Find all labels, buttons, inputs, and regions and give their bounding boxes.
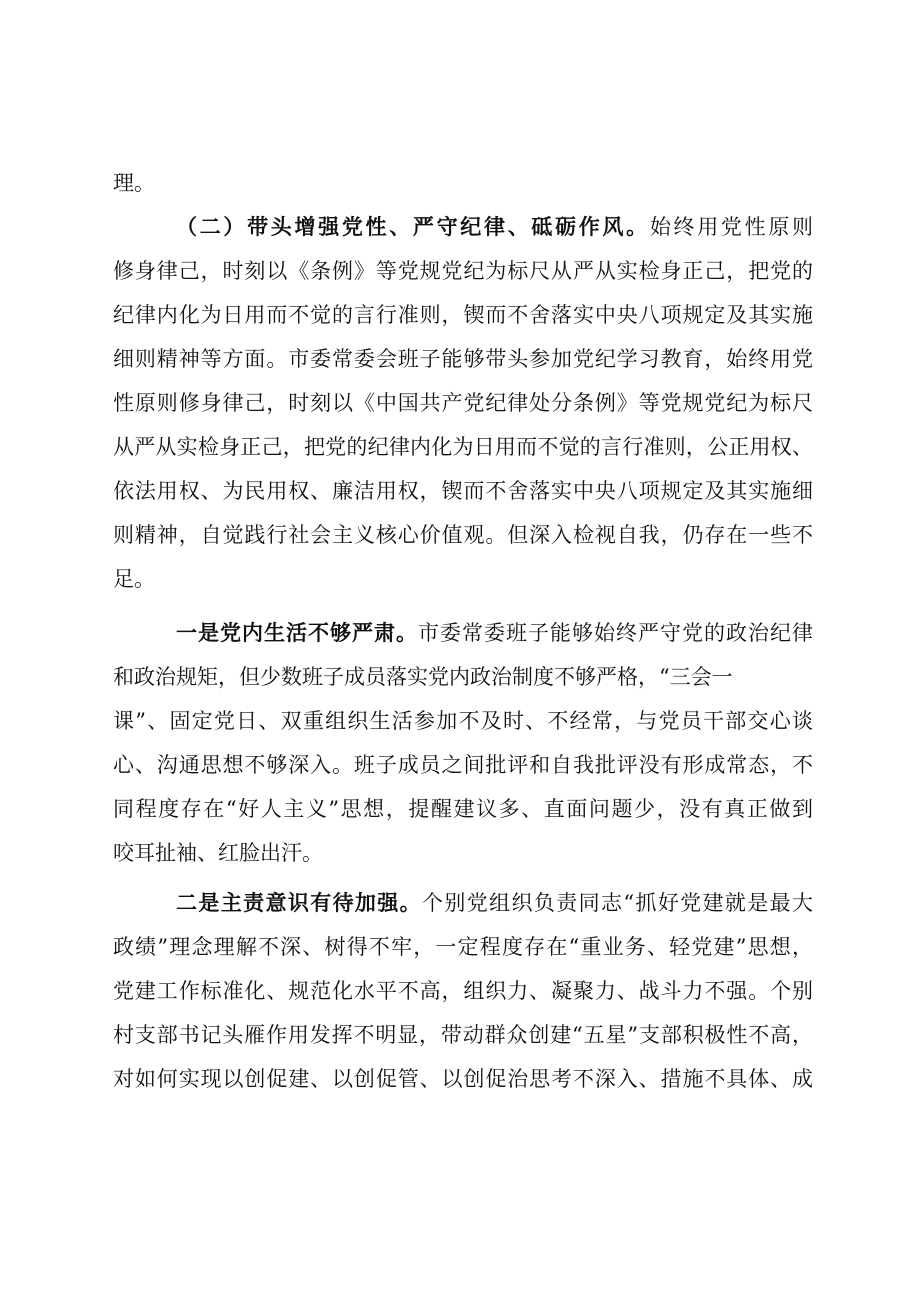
- line-text: 同程度存在“好人主义”思想，提醒建议多、直面问题少，没有真正做到: [113, 797, 813, 821]
- line-text: 性原则修身律己，时刻以《中国共产党纪律处分条例》等党规党纪为标尺: [113, 391, 813, 415]
- text-line: [113, 1020, 813, 1050]
- section-heading: （二）带头增强党性、严守纪律、砥砺作风。: [176, 214, 650, 239]
- subheading: 二是主责意识有待加强。: [176, 890, 423, 915]
- text-line: [113, 750, 813, 780]
- line-text: 纪律内化为日用而不觉的言行准则，锲而不舍落实中央八项规定及其实施: [113, 303, 813, 327]
- line-text: 党建工作标准化、规范化水平不高，组织力、凝聚力、战斗力不强。个别: [113, 979, 813, 1003]
- line-text: 依法用权、为民用权、廉洁用权，锲而不舍落实中央八项规定及其实施细: [113, 479, 813, 503]
- line-text: 对如何实现以创促建、以创促管、以创促治思考不深入、措施不具体、成: [113, 1067, 813, 1091]
- text-line: [113, 794, 813, 824]
- subheading-line: [176, 888, 813, 918]
- text-line: [113, 1064, 813, 1094]
- line-text: 市委常委班子能够始终严守党的政治纪律: [418, 621, 813, 645]
- line-text: 细则精神等方面。市委常委会班子能够带头参加党纪学习教育，始终用党: [113, 347, 813, 371]
- line-text: 个别党组织负责同志“抓好党建就是最大: [422, 891, 814, 915]
- text-line: [113, 976, 813, 1006]
- line-text: 村支部书记头雁作用发挥不明显，带动群众创建“五星”支部积极性不高，: [113, 1023, 813, 1047]
- line-text: 理。: [113, 171, 155, 195]
- line-text: 足。: [113, 567, 155, 591]
- text-line: [113, 168, 813, 198]
- line-text: 政绩”理念理解不深、树得不牢，一定程度存在“重业务、轻党建”思想，: [113, 935, 813, 959]
- subheading-line: [176, 618, 813, 648]
- text-line: [113, 476, 813, 506]
- text-line: [113, 662, 813, 692]
- section-heading-line: [176, 212, 813, 242]
- line-text: 咬耳扯袖、红脸出汗。: [113, 841, 323, 865]
- text-line: [113, 344, 813, 374]
- line-text: 心、沟通思想不够深入。班子成员之间批评和自我批评没有形成常态，不: [113, 753, 813, 777]
- text-line: [113, 564, 813, 594]
- text-line: [113, 300, 813, 330]
- line-text: 修身律己，时刻以《条例》等党规党纪为标尺从严从实检身正己，把党的: [113, 259, 813, 283]
- text-line: [113, 706, 813, 736]
- text-line: [113, 256, 813, 286]
- text-line: [113, 520, 813, 550]
- line-text: 则精神，自觉践行社会主义核心价值观。但深入检视自我，仍存在一些不: [113, 523, 813, 547]
- text-line: [113, 932, 813, 962]
- line-text: 始终用党性原则: [649, 215, 814, 239]
- line-text: 课”、固定党日、双重组织生活参加不及时、不经常，与党员干部交心谈: [113, 709, 813, 733]
- text-line: [113, 838, 813, 868]
- text-line: [113, 432, 813, 462]
- line-text: 和政治规矩，但少数班子成员落实党内政治制度不够严格，“三会一: [113, 665, 733, 689]
- text-line: [113, 388, 813, 418]
- subheading: 一是党内生活不够严肃。: [176, 620, 418, 645]
- line-text: 从严从实检身正己，把党的纪律内化为日用而不觉的言行准则，公正用权、: [113, 435, 813, 459]
